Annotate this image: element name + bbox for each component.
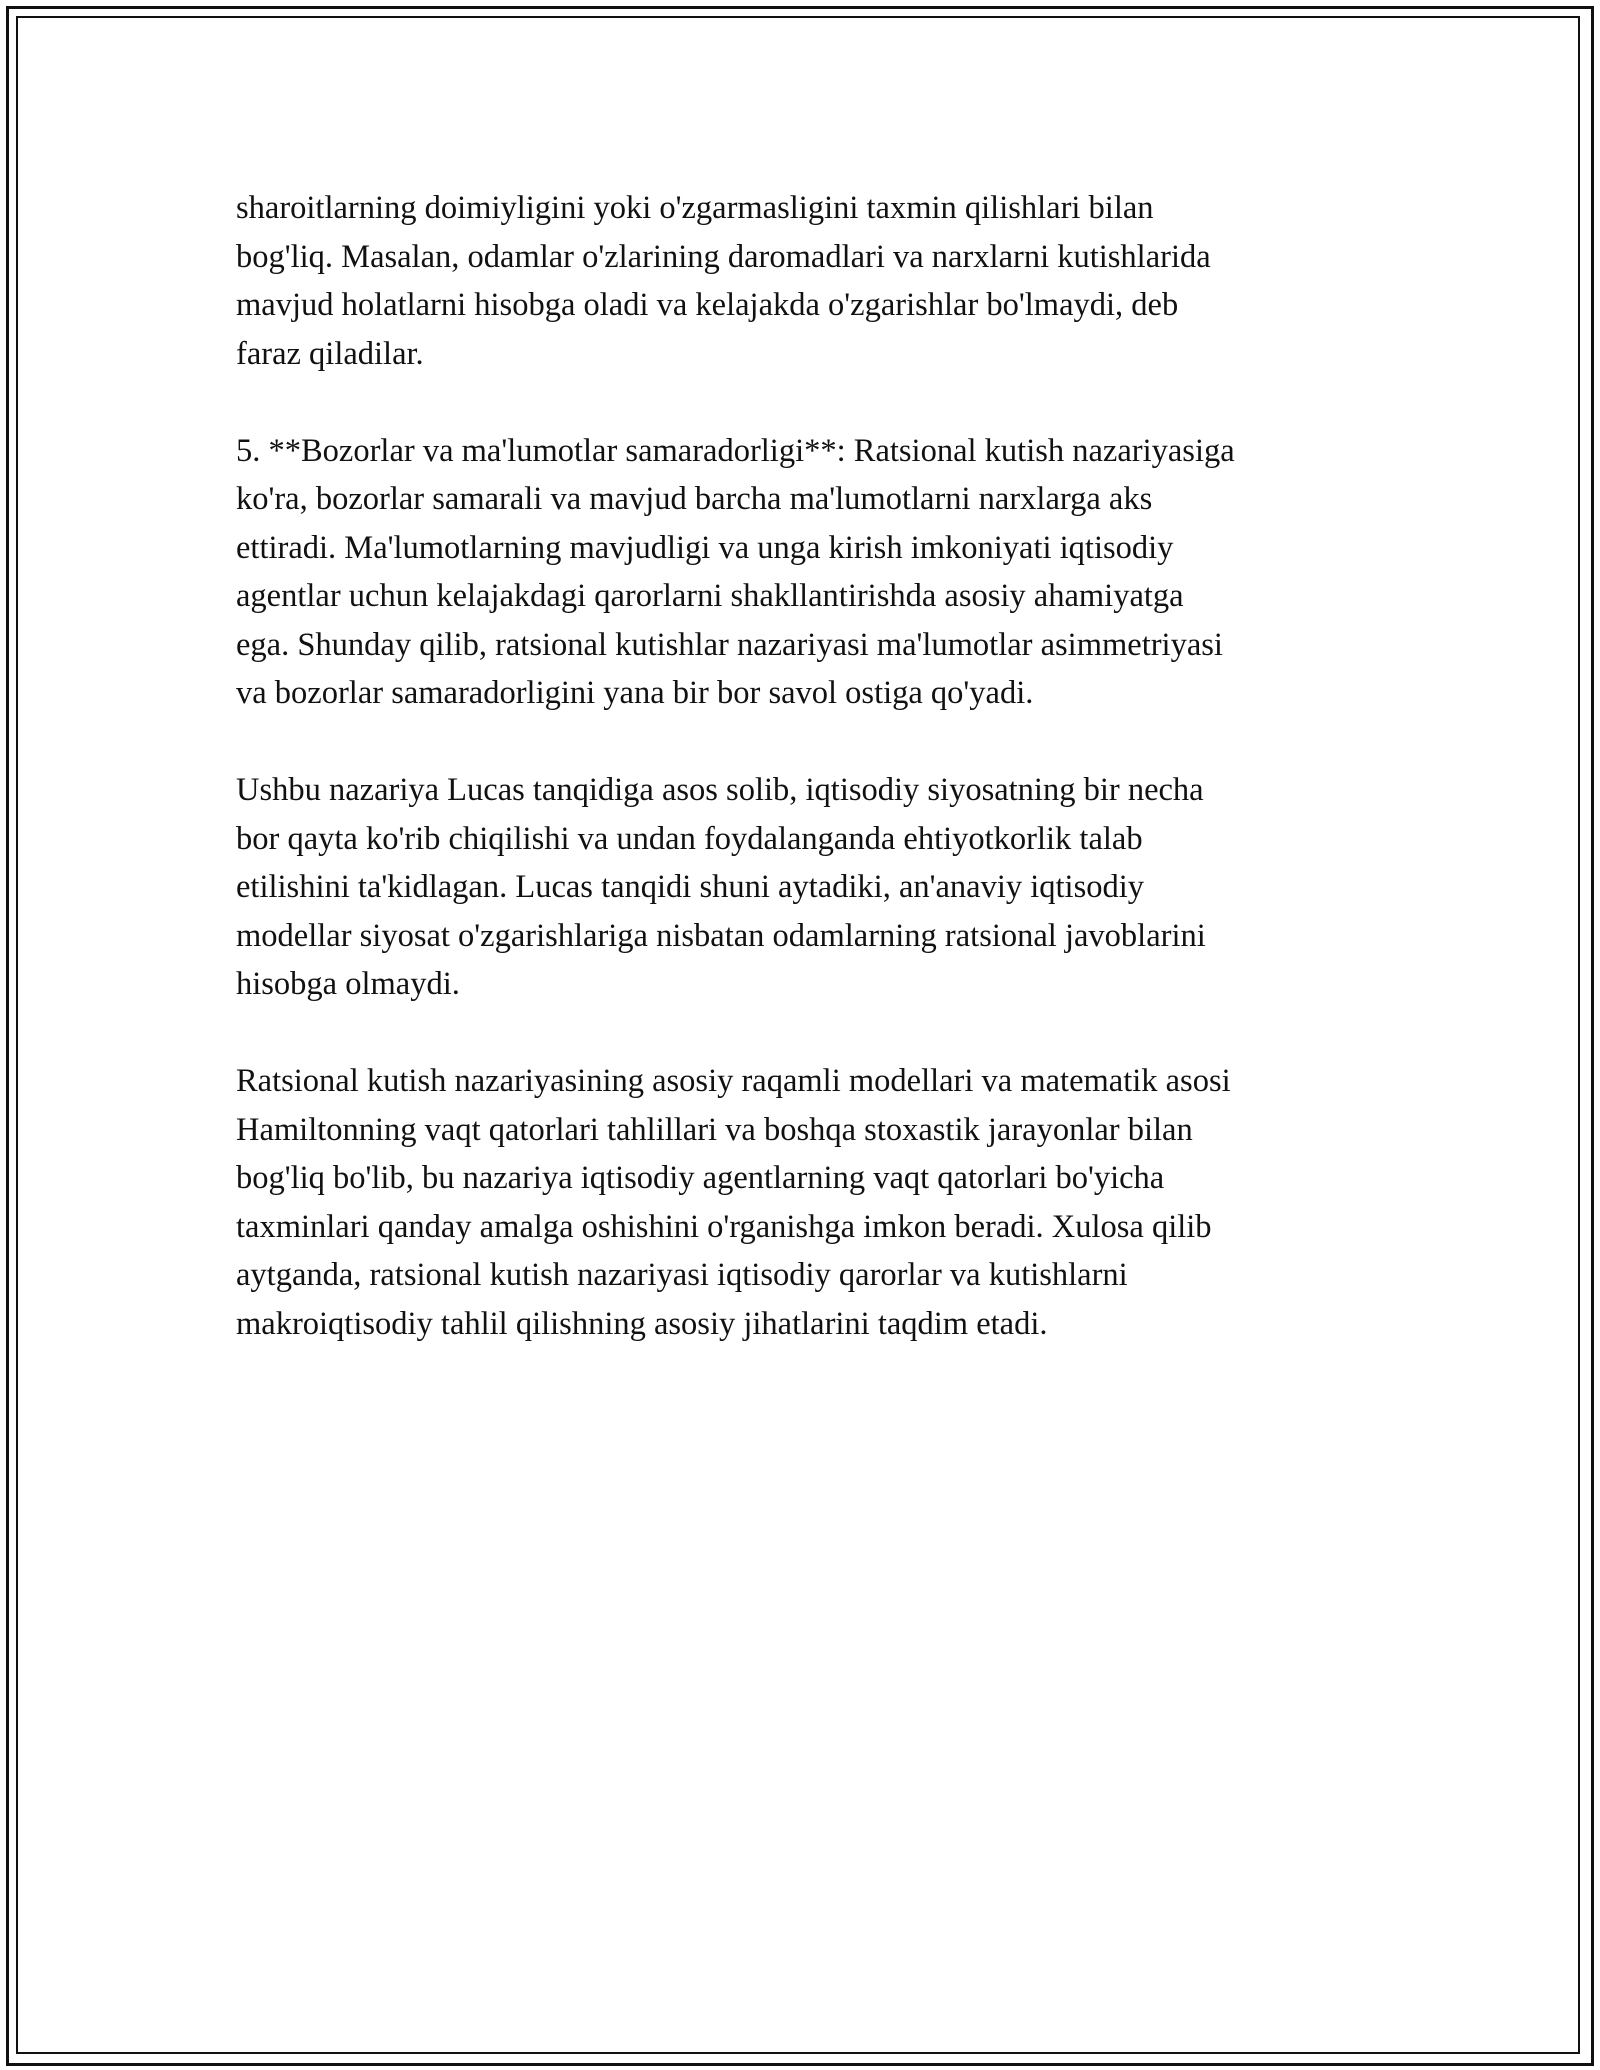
text-line: Ratsional kutish nazariyasining asosiy raqamli modellari va matematik asosi [236,1063,1231,1099]
document-body [236,184,1366,1397]
text-line: aytganda, ratsional kutish nazariyasi iqtisodiy qarorlar va kutishlarni [236,1257,1128,1293]
paragraph-4 [236,1057,1366,1348]
text-line: faraz qiladilar. [236,335,424,372]
text-line: sharoitlarning doimiyligini yoki o'zgarmasligini taxmin qilishlari bilan [236,190,1154,226]
text-line: modellar siyosat o'zgarishlariga nisbatan odamlarning ratsional javoblarini [236,917,1206,954]
paragraph-1 [236,184,1366,378]
text-line: va bozorlar samaradorligini yana bir bor savol ostiga qo'yadi. [236,675,1034,711]
text-line: hisobga olmaydi. [236,966,460,1002]
text-line: etilishini ta'kidlagan. Lucas tanqidi shuni aytadiki, an'anaviy iqtisodiy [236,869,1145,905]
text-line: bor qayta ko'rib chiqilishi va undan foydalanganda ehtiyotkorlik talab [236,820,1143,857]
text-line: Hamiltonning vaqt qatorlari tahlillari va boshqa stoxastik jarayonlar bilan [236,1111,1193,1148]
text-line: taxminlari qanday amalga oshishini o'rganishga imkon beradi. Xulosa qilib [236,1208,1212,1245]
text-line: ko'ra, bozorlar samarali va mavjud barcha ma'lumotlarni narxlarga aks [236,481,1153,517]
text-line: mavjud holatlarni hisobga oladi va kelajakda o'zgarishlar bo'lmaydi, deb [236,287,1179,323]
text-line: ega. Shunday qilib, ratsional kutishlar nazariyasi ma'lumotlar asimmetriyasi [236,626,1223,663]
text-line: makroiqtisodiy tahlil qilishning asosiy jihatlarini taqdim etadi. [236,1305,1048,1342]
paragraph-3 [236,766,1366,1009]
text-line: agentlar uchun kelajakdagi qarorlarni shakllantirishda asosiy ahamiyatga [236,578,1184,614]
text-line: Ushbu nazariya Lucas tanqidiga asos solib, iqtisodiy siyosatning bir necha [236,772,1204,808]
text-line: ettiradi. Ma'lumotlarning mavjudligi va unga kirish imkoniyati iqtisodiy [236,529,1174,566]
text-line: 5. **Bozorlar va ma'lumotlar samaradorligi**: Ratsional kutish nazariyasiga [236,432,1235,469]
text-line: bog'liq. Masalan, odamlar o'zlarining daromadlari va narxlarni kutishlarida [236,238,1211,275]
text-line: bog'liq bo'lib, bu nazariya iqtisodiy agentlarning vaqt qatorlari bo'yicha [236,1160,1165,1196]
paragraph-2 [236,427,1366,718]
